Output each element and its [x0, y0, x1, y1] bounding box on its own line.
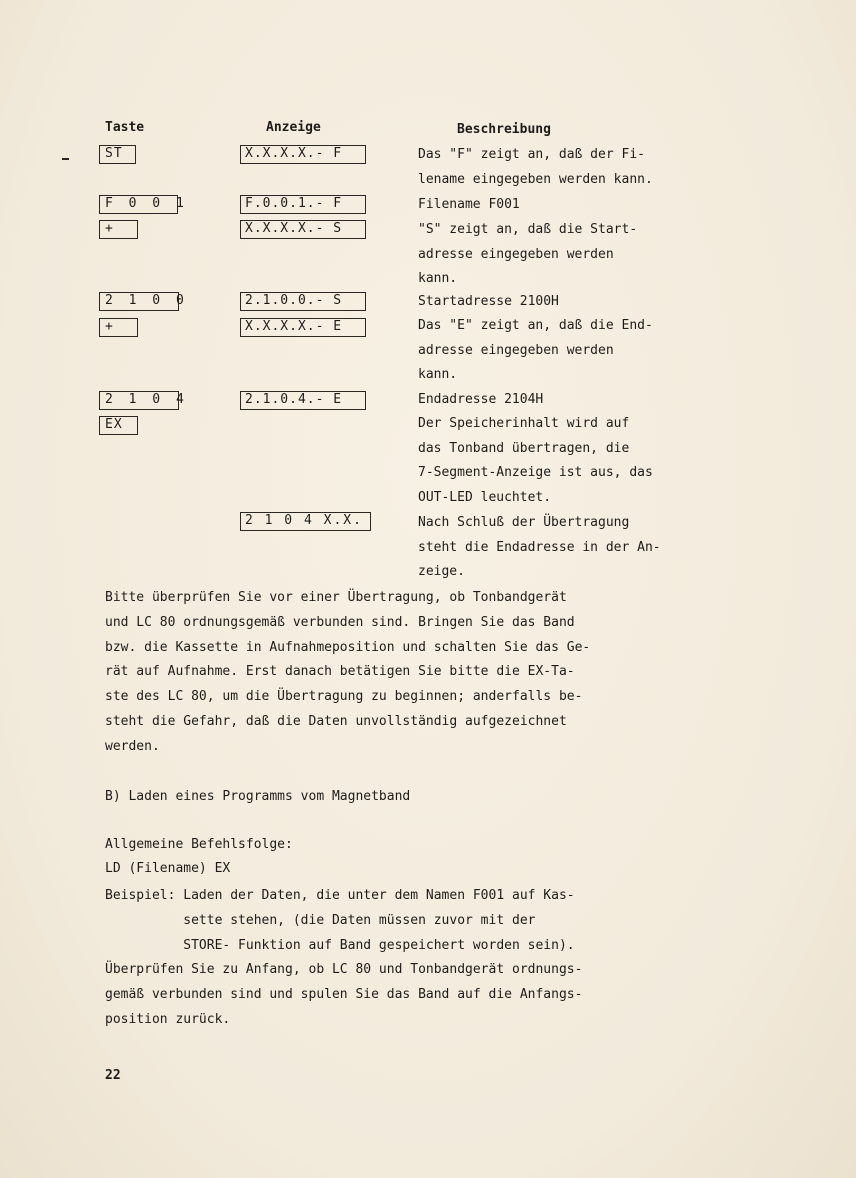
- display-readout: F.0.0.1.- F: [240, 195, 366, 214]
- display-readout: X.X.X.X.- F: [240, 145, 366, 164]
- key-f001: F 0 0 1: [99, 195, 178, 214]
- description: Das "E" zeigt an, daß die End- adresse eingegeben werden kann.: [418, 318, 653, 383]
- example: Beispiel: Laden der Daten, die unter dem Namen F001 auf Kas- sette stehen, (die Daten müssen zuvor mit der STORE- Funktion auf Band gespeichert worden sein).: [105, 888, 575, 953]
- command-label: Allgemeine Befehlsfolge:: [105, 837, 293, 852]
- display-readout: 2.1.0.4.- E: [240, 391, 366, 410]
- description: Startadresse 2100H: [418, 294, 559, 309]
- key-st: ST: [99, 145, 136, 164]
- description: Endadresse 2104H: [418, 392, 544, 407]
- column-header-display: Anzeige: [266, 120, 321, 135]
- command-sequence: LD (Filename) EX: [105, 861, 231, 876]
- key-2104: 2 1 0 4: [99, 391, 179, 410]
- key-plus: +: [99, 220, 138, 239]
- display-readout: X.X.X.X.- S: [240, 220, 366, 239]
- section-heading: B) Laden eines Programms vom Magnetband: [105, 789, 411, 804]
- description: "S" zeigt an, daß die Start- adresse eingegeben werden kann.: [418, 222, 638, 287]
- paragraph: Überprüfen Sie zu Anfang, ob LC 80 und Tonbandgerät ordnungs- gemäß verbunden sind und spulen Sie das Band auf die Anfangs- position zurück.: [105, 962, 583, 1027]
- margin-mark: [62, 158, 69, 160]
- column-header-description: Beschreibung: [457, 122, 551, 137]
- key-plus: +: [99, 318, 138, 337]
- description: Nach Schluß der Übertragung steht die Endadresse in der An- zeige.: [418, 515, 661, 580]
- description: Das "F" zeigt an, daß der Fi- lename eingegeben werden kann.: [418, 147, 653, 187]
- display-readout: 2 1 0 4 X.X.: [240, 512, 371, 531]
- page-number: 22: [105, 1068, 121, 1083]
- description: Filename F001: [418, 197, 520, 212]
- paragraph: Bitte überprüfen Sie vor einer Übertragung, ob Tonbandgerät und LC 80 ordnungsgemäß verbunden sind. Bringen Sie das Band bzw. die Kassette in Aufnahmeposition und schalten Sie das Ge- rät auf Aufnahme. Erst danach betätigen Sie bitte die EX-Ta- ste des LC 80, um die Übertragung zu beginnen; anderfalls be- steht die Gefahr, daß die Daten unvollständig aufgezeichnet werden.: [105, 590, 591, 754]
- description: Der Speicherinhalt wird auf das Tonband übertragen, die 7-Segment-Anzeige ist aus, das OUT-LED leuchtet.: [418, 416, 653, 506]
- column-header-key: Taste: [105, 120, 145, 135]
- key-2100: 2 1 0 0: [99, 292, 179, 311]
- display-readout: X.X.X.X.- E: [240, 318, 366, 337]
- key-ex: EX: [99, 416, 138, 435]
- display-readout: 2.1.0.0.- S: [240, 292, 366, 311]
